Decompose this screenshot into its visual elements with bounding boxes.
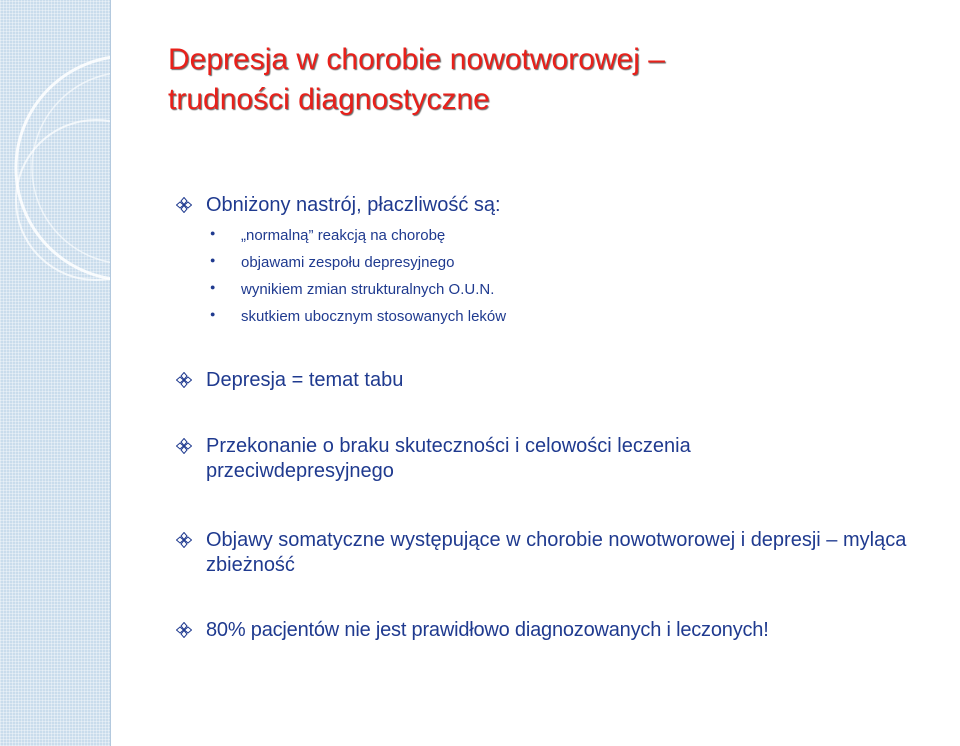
dot-icon: ● <box>210 255 216 265</box>
title-line-2: trudności diagnostyczne <box>168 83 490 116</box>
four-diamond-icon <box>176 528 206 553</box>
slide-title <box>168 40 928 120</box>
sub-bullet-item <box>210 280 494 300</box>
decorative-side-panel <box>0 0 111 746</box>
bullet-text: Depresja = temat tabu <box>206 369 404 391</box>
bullet-text: Obniżony nastrój, płaczliwość są: <box>206 194 501 216</box>
dot-icon: ● <box>210 282 216 292</box>
sub-bullet-item <box>210 226 445 246</box>
dot-icon: ● <box>210 309 216 319</box>
bullet-item <box>176 368 960 393</box>
bullet-text: Objawy somatyczne występujące w chorobie nowotworowej i depresji – myląca zbieżność <box>206 529 907 576</box>
bullet-text: 80% pacjentów nie jest prawidłowo diagnozowanych i leczonych! <box>206 619 769 641</box>
bullet-item <box>176 193 960 218</box>
four-diamond-icon <box>176 368 206 393</box>
sub-bullet-item <box>210 253 454 273</box>
sub-bullet-text: objawami zespołu depresyjnego <box>241 254 455 271</box>
four-diamond-icon <box>176 618 206 643</box>
four-diamond-icon <box>176 193 206 218</box>
bullet-item <box>176 618 960 643</box>
bullet-text: Przekonanie o braku skuteczności i celowości leczenia przeciwdepresyjnego <box>206 435 691 482</box>
four-diamond-icon <box>176 434 206 459</box>
bullet-item <box>176 528 926 578</box>
sub-bullet-text: skutkiem ubocznym stosowanych leków <box>241 308 507 325</box>
bullet-item <box>176 434 856 484</box>
sub-bullet-text: wynikiem zmian strukturalnych O.U.N. <box>241 281 495 298</box>
dot-icon: ● <box>210 228 216 238</box>
sub-bullet-item <box>210 307 506 327</box>
title-line-1: Depresja w chorobie nowotworowej – <box>168 43 665 76</box>
decorative-circles <box>0 0 110 746</box>
sub-bullet-text: „normalną” reakcją na chorobę <box>241 227 446 244</box>
